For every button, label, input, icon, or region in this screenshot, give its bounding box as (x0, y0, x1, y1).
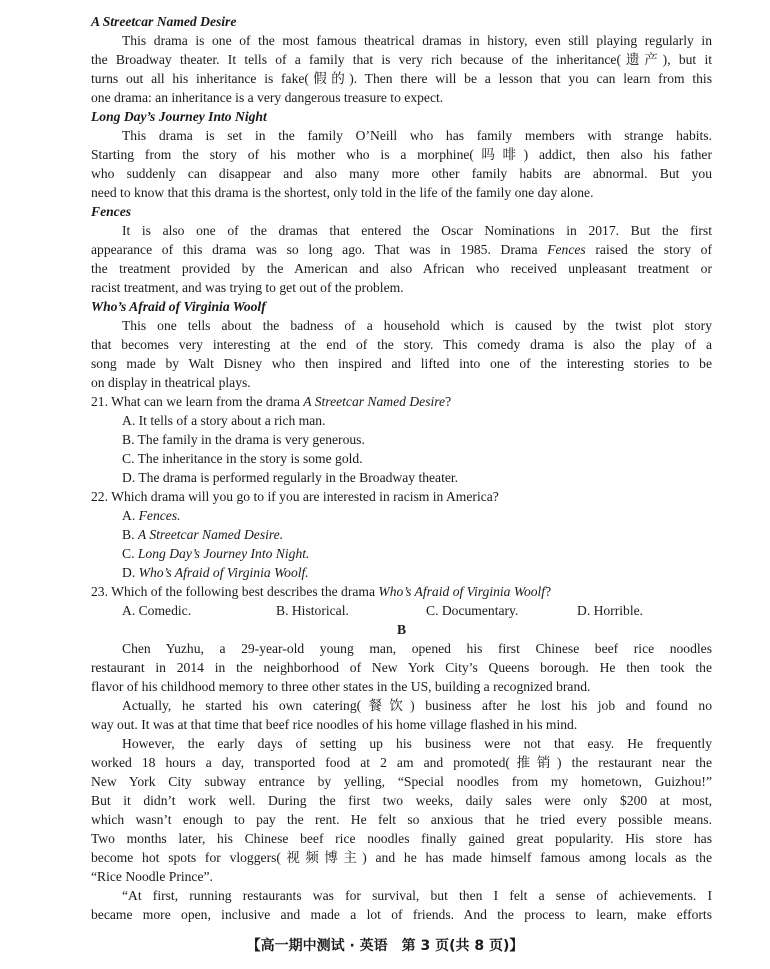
text-run: ? (545, 584, 552, 599)
paragraph-line: on display in theatrical plays. (91, 375, 251, 390)
paragraph-line (91, 240, 712, 259)
answer-option[interactable]: C. Documentary. (426, 603, 519, 618)
paragraph-line: the treatment provided by the American and also African who received unpleasant treatment or (91, 261, 712, 276)
option-letter: B. (122, 527, 138, 542)
paragraph-line: became more open, inclusive and made a lot of friends. And the process to learn, make efforts (91, 907, 712, 922)
page-footer: 【高一期中测试 · 英语 第 3 页(共 8 页)】 (246, 938, 524, 954)
answer-option[interactable]: A. It tells of a story about a rich man. (122, 413, 326, 428)
answer-option[interactable]: A. Comedic. (122, 603, 192, 618)
text-run: ? (445, 394, 452, 409)
paragraph-line: worked 18 hours a day, transported food at 2 am and promoted(推销) the restaurant near the (91, 755, 712, 770)
paragraph-line: Actually, he started his own catering(餐饮) business after he lost his job and found no (122, 698, 712, 713)
paragraph-line: Two months later, his Chinese beef rice noodles finally gained great popularity. His store has (91, 831, 712, 846)
paragraph-line: Starting from the story of his mother who is a morphine(吗啡) addict, then also his father (91, 147, 712, 162)
answer-option[interactable]: B. The family in the drama is very generous. (122, 432, 365, 447)
paragraph-line: This drama is set in the family O’Neill who has family members with strange habits. (122, 128, 712, 143)
paragraph-line: the Broadway theater. It tells of a family that is very rich because of the inheritance(遗产), but it (91, 52, 712, 67)
paragraph-line: This one tells about the badness of a household which is caused by the twist plot story (122, 318, 712, 333)
answer-option[interactable] (91, 506, 712, 525)
paragraph-line: New York City subway entrance by yelling, “Special noodles from my hometown, Guizhou!” (91, 774, 712, 789)
option-letter: A. (122, 508, 139, 523)
paragraph-line: who suddenly can disappear and also many more other family habits are abnormal. But you (91, 166, 712, 181)
paragraph-line: It is also one of the dramas that entered the Oscar Nominations in 2017. But the first (122, 223, 712, 238)
paragraph-line: racist treatment, and was trying to get out of the problem. (91, 280, 404, 295)
paragraph-line: that becomes very interesting at the end of the story. This comedy drama is also the play of a (91, 337, 712, 352)
page-content (91, 12, 712, 924)
drama-heading-fences: Fences (91, 204, 132, 219)
paragraph-line: “At first, running restaurants was for survival, but then I felt a sense of achievements. I (122, 888, 712, 903)
answer-option[interactable]: D. Horrible. (577, 603, 644, 618)
paragraph-line: need to know that this drama is the shortest, only told in the life of the family one day alone. (91, 185, 594, 200)
answer-option[interactable] (91, 544, 712, 563)
paragraph-line: This drama is one of the most famous theatrical dramas in history, even still playing regularly in (122, 33, 712, 48)
paragraph-line: turns out all his inheritance is fake(假的). Then there will be a lesson that you can learn from this (91, 71, 712, 86)
text-run: appearance of this drama was so long ago. That was in 1985. Drama (91, 242, 548, 257)
paragraph-line: become hot spots for vloggers(视频博主) and he has made himself famous among locals as the (91, 850, 712, 865)
paragraph-line: But it didn’t work well. During the first two weeks, daily sales were only $200 at most, (91, 793, 712, 808)
text-run: 21. What can we learn from the drama (91, 394, 304, 409)
italic-title: Fences (547, 242, 586, 257)
answer-options-row (91, 601, 712, 620)
drama-heading-streetcar: A Streetcar Named Desire (91, 14, 237, 29)
paragraph-line: which wasn’t enough to pay the rent. He felt so anxious that he tried every possible means. (91, 812, 712, 827)
answer-option[interactable]: C. The inheritance in the story is some gold. (122, 451, 363, 466)
question-22: 22. Which drama will you go to if you are interested in racism in America? (91, 489, 499, 504)
text-run: 23. Which of the following best describes the drama (91, 584, 379, 599)
drama-heading-long-day: Long Day’s Journey Into Night (91, 109, 267, 124)
italic-title: Who’s Afraid of Virginia Woolf (378, 584, 546, 599)
paragraph-line: way out. It was at that time that beef rice noodles of his home village flashed in his mind. (91, 717, 578, 732)
paragraph-line: However, the early days of setting up his business were not that easy. He frequently (122, 736, 712, 751)
option-text: Fences. (138, 508, 181, 523)
question-23 (91, 582, 712, 601)
answer-option[interactable] (91, 525, 712, 544)
option-letter: D. (122, 565, 139, 580)
italic-title: A Streetcar Named Desire (303, 394, 446, 409)
paragraph-line: Chen Yuzhu, a 29-year-old young man, opened his first Chinese beef rice noodles (122, 641, 712, 656)
text-run: raised the story of (585, 242, 712, 257)
paragraph-line: song made by Walt Disney who then inspired and lifted into one of the interesting stories to be (91, 356, 712, 371)
paragraph-line: “Rice Noodle Prince”. (91, 869, 213, 884)
answer-option[interactable]: D. The drama is performed regularly in the Broadway theater. (122, 470, 459, 485)
question-21 (91, 392, 712, 411)
paragraph-line: flavor of his childhood memory to three other states in the US, building a recognized brand. (91, 679, 591, 694)
option-letter: C. (122, 546, 138, 561)
drama-heading-virginia-woolf: Who’s Afraid of Virginia Woolf (91, 299, 266, 314)
paragraph-line: restaurant in 2014 in the neighborhood of New York City’s Queens borough. He then took the (91, 660, 712, 675)
option-text: A Streetcar Named Desire. (137, 527, 284, 542)
answer-option[interactable]: B. Historical. (276, 603, 349, 618)
section-b-title: B (396, 622, 407, 637)
answer-option[interactable] (91, 563, 712, 582)
option-text: Long Day’s Journey Into Night. (137, 546, 310, 561)
paragraph-line: one drama: an inheritance is a very dangerous treasure to expect. (91, 90, 444, 105)
option-text: Who’s Afraid of Virginia Woolf. (138, 565, 309, 580)
